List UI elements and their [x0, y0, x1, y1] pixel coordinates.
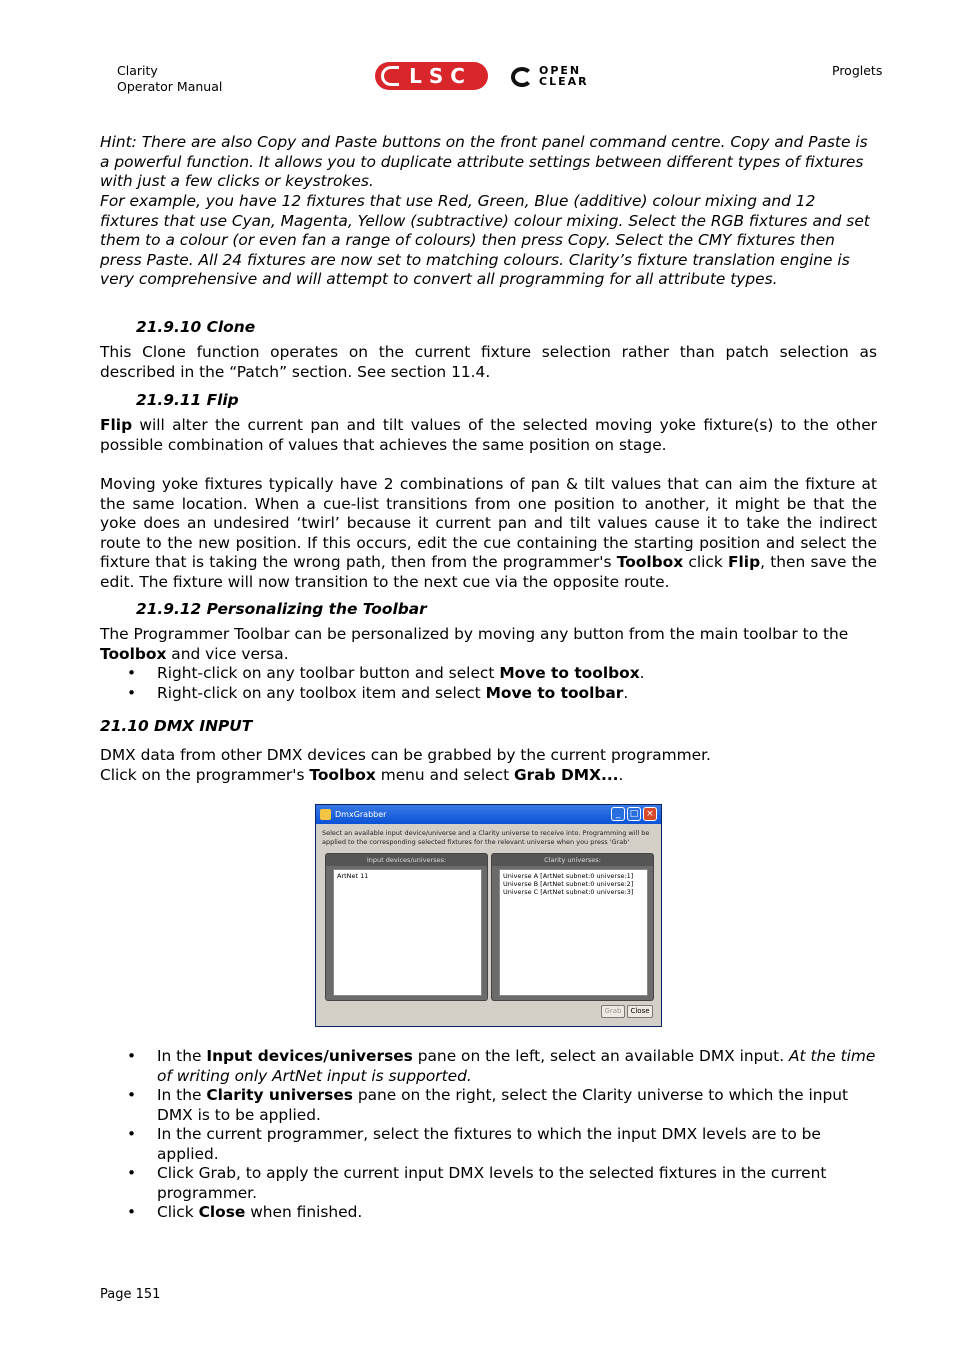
- grab-button[interactable]: Grab: [601, 1005, 625, 1018]
- dialog-message: Select an available input device/universe and a Clarity universe to receive into. Programming will be applied to the corresponding selected fixtures for the relevant universe when you press 'Grab': [322, 829, 650, 846]
- input-devices-pane: [325, 853, 488, 1001]
- dmx-bullet-1: [157, 1047, 880, 1086]
- heading-dmx-input: 21.10 DMX INPUT: [100, 717, 253, 735]
- list-item: [100, 684, 880, 704]
- b1-c: pane on the left, select an available DMX input.: [412, 1047, 789, 1065]
- input-devices-header: Input devices/universes:: [326, 854, 487, 866]
- bullet-icon: •: [127, 684, 137, 702]
- b2-c: pane on the right, select the Clarity universe to which the input DMX is to be applied.: [157, 1086, 849, 1124]
- dmx-p2-toolbox: Toolbox: [309, 766, 376, 784]
- toolbar-b1-b: Move to toolbox: [499, 664, 640, 682]
- b2-a: In the: [157, 1086, 207, 1104]
- b1-d: At the time of writing only ArtNet input is supported.: [157, 1047, 876, 1085]
- flip-p2-toolbox: Toolbox: [616, 553, 684, 571]
- list-item[interactable]: Universe B [ArtNet subnet:0 universe:2]: [503, 880, 634, 888]
- header-manual: Operator Manual: [117, 79, 223, 94]
- maximize-icon[interactable]: □: [627, 807, 641, 821]
- dmx-paragraph-2: [100, 766, 877, 786]
- bullet-icon: •: [127, 1203, 137, 1221]
- close-button[interactable]: Close: [627, 1005, 653, 1018]
- page-number: Page 151: [100, 1287, 161, 1302]
- lsc-logo-text: LSC: [409, 64, 472, 88]
- header-left: [117, 63, 222, 95]
- list-item: [100, 1203, 880, 1223]
- toolbar-p-toolbox: Toolbox: [100, 644, 167, 663]
- bullet-icon: •: [127, 1047, 137, 1065]
- b1-b: Input devices/universes: [206, 1047, 413, 1065]
- input-devices-list[interactable]: [333, 869, 482, 996]
- list-item: [100, 1125, 880, 1164]
- dmx-bullet-2: [157, 1086, 880, 1125]
- toolbar-p-a: The Programmer Toolbar can be personalized by moving any button from the main toolbar to the: [100, 625, 849, 643]
- b5-a: Click: [157, 1203, 199, 1221]
- openclear-ring-icon: [511, 67, 533, 87]
- toolbar-b2-a: Right-click on any toolbox item and select: [157, 684, 486, 702]
- toolbar-bullet-1: [157, 664, 880, 684]
- flip-bold: Flip: [100, 416, 133, 434]
- hint-paragraph-2: For example, you have 12 fixtures that use Red, Green, Blue (additive) colour mixing and 12 fixtures that use Cyan, Magenta, Yellow (subtractive) colour mixing. Select the RGB fixtures and set them to a colour (or even fan a range of colours) then press Copy. Select the CMY fixtures then press Paste. All 24 fixtures are now set to matching colours. Clarity’s fixture translation engine is very comprehensive and will attempt to convert all programming for all attribute types.: [100, 192, 870, 288]
- toolbar-p-c: and vice versa.: [166, 644, 289, 663]
- clarity-universes-pane: [491, 853, 654, 1001]
- header-product: Clarity: [117, 63, 158, 78]
- dmx-bullet-3: In the current programmer, select the fixtures to which the input DMX levels are to be applied.: [157, 1125, 821, 1163]
- clone-text: This Clone function operates on the current fixture selection rather than patch selection as described in the “Patch” section. See section 11.4.: [100, 343, 877, 381]
- b1-a: In the: [157, 1047, 207, 1065]
- hint-paragraph-1: Hint: There are also Copy and Paste buttons on the front panel command centre. Copy and Paste is a powerful function. It allows you to duplicate attribute settings between different types of fixtures with just a few clicks or keystrokes.: [100, 133, 868, 190]
- heading-toolbar: 21.9.12 Personalizing the Toolbar: [136, 600, 427, 618]
- flip-p2-flip: Flip: [728, 553, 761, 571]
- dmx-grabber-dialog: [315, 804, 662, 1027]
- bullet-icon: •: [127, 1086, 137, 1104]
- lsc-logo-mark-icon: [381, 66, 399, 86]
- flip-paragraph-1: [100, 416, 877, 455]
- openclear-logo-bottom: CLEAR: [539, 75, 589, 88]
- toolbar-b1-c: .: [639, 664, 645, 682]
- list-item: [100, 1086, 880, 1125]
- dialog-title: DmxGrabber: [335, 810, 387, 819]
- list-item[interactable]: Universe A [ArtNet subnet:0 universe:1]: [503, 872, 634, 880]
- list-item: [100, 1047, 880, 1086]
- b5-c: when finished.: [245, 1203, 363, 1221]
- bullet-icon: •: [127, 1164, 137, 1182]
- clarity-universes-header: Clarity universes:: [492, 854, 653, 866]
- heading-clone: 21.9.10 Clone: [136, 318, 256, 336]
- list-item: [100, 664, 880, 684]
- bullet-icon: •: [127, 1125, 137, 1143]
- openclear-logo-top: OPEN: [539, 64, 582, 77]
- dmx-bullet-4: Click Grab, to apply the current input DMX levels to the selected fixtures in the current programmer.: [157, 1164, 827, 1202]
- dmx-bullet-5: [157, 1203, 880, 1223]
- minimize-icon[interactable]: _: [611, 807, 625, 821]
- toolbar-bullet-2: [157, 684, 880, 704]
- flip-p1-rest: will alter the current pan and tilt values of the selected moving yoke fixture(s) to the other possible combination of values that achieves the same position on stage.: [100, 416, 877, 454]
- flip-paragraph-2: [100, 475, 877, 592]
- toolbar-b2-c: .: [623, 684, 629, 702]
- toolbar-paragraph: [100, 625, 877, 664]
- flip-p2-c: click: [683, 553, 729, 571]
- dmx-p2-a: Click on the programmer's: [100, 766, 310, 784]
- b5-b: Close: [198, 1203, 246, 1221]
- heading-flip: 21.9.11 Flip: [136, 391, 239, 409]
- toolbar-b2-b: Move to toolbar: [485, 684, 624, 702]
- close-icon[interactable]: ×: [643, 807, 657, 821]
- bullet-icon: •: [127, 664, 137, 682]
- dialog-titlebar[interactable]: [316, 805, 661, 824]
- header-section: Proglets: [832, 63, 883, 78]
- clarity-universes-list[interactable]: [499, 869, 648, 996]
- toolbar-b1-a: Right-click on any toolbar button and select: [157, 664, 500, 682]
- flip-p2-a: Moving yoke fixtures typically have 2 combinations of pan & tilt values that can aim the fixture at the same location. When a cue-list transitions from one position to another, it might be that the yoke does an undesired ‘twirl’ because it current pan and tilt values cause it to take the indirect route to the new position. If this occurs, edit the cue containing the starting position and select the fixture that is taking the wrong path, then from the programmer's: [100, 475, 877, 571]
- dmx-p2-e: .: [618, 766, 624, 784]
- dmx-paragraph-1: DMX data from other DMX devices can be grabbed by the current programmer.: [100, 746, 711, 764]
- list-item[interactable]: ArtNet 11: [337, 872, 369, 880]
- dmx-p2-c: menu and select: [375, 766, 515, 784]
- dmx-p2-grab: Grab DMX...: [514, 766, 619, 784]
- list-item[interactable]: Universe C [ArtNet subnet:0 universe:3]: [503, 888, 634, 896]
- list-item: [100, 1164, 880, 1203]
- b2-b: Clarity universes: [206, 1086, 353, 1104]
- flip-p2-e: , then save the edit. The fixture will now transition to the next cue via the opposite route.: [100, 553, 877, 591]
- app-icon: [320, 809, 331, 820]
